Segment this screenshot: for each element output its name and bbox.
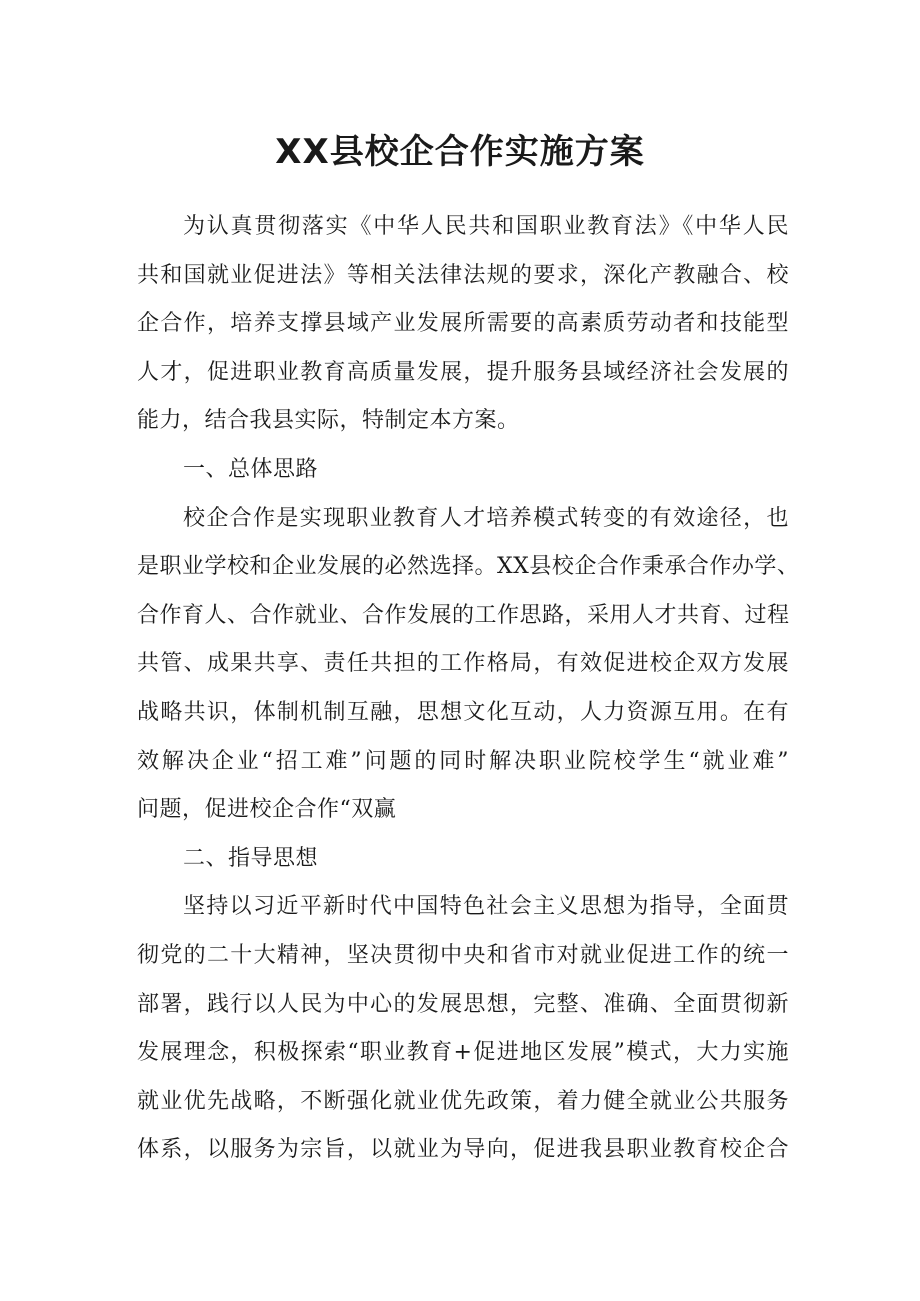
paragraph-ideology-line: 发展理念，积极探索“职业教育+促进地区发展”模式，大力实施 bbox=[137, 1040, 789, 1066]
paragraph-approach-line: 问题，促进校企合作“双赢 bbox=[137, 797, 397, 823]
document-body bbox=[137, 203, 800, 1175]
paragraph-approach-line: 共管、成果共享、责任共担的工作格局，有效促进校企双方发展 bbox=[137, 651, 789, 677]
section-heading-overall-approach: 一、总体思路 bbox=[183, 456, 319, 482]
paragraph-approach-line: 效解决企业“招工难”问题的同时解决职业院校学生“就业难” bbox=[137, 748, 789, 774]
paragraph-approach-line: 合作育人、合作就业、合作发展的工作思路，采用人才共育、过程 bbox=[137, 602, 790, 628]
paragraph-ideology-line: 就业优先战略，不断强化就业优先政策，着力健全就业公共服务 bbox=[137, 1088, 789, 1114]
paragraph-intro-line: 企合作，培养支撑县域产业发展所需要的高素质劳动者和技能型 bbox=[137, 311, 789, 337]
paragraph-approach-line: 校企合作是实现职业教育人才培养模式转变的有效途径，也 bbox=[183, 505, 789, 531]
paragraph-ideology-line: 体系，以服务为宗旨，以就业为导向，促进我县职业教育校企合 bbox=[137, 1137, 789, 1163]
paragraph-approach-line: 战略共识，体制机制互融，思想文化互动，人力资源互用。在有 bbox=[137, 699, 789, 725]
document-title: XX县校企合作实施方案 bbox=[275, 132, 645, 172]
paragraph-ideology-line: 部署，践行以人民为中心的发展思想，完整、准确、全面贯彻新 bbox=[137, 991, 789, 1017]
paragraph-intro-line: 为认真贯彻落实《中华人民共和国职业教育法》《中华人民 bbox=[183, 214, 789, 239]
paragraph-intro-line: 共和国就业促进法》等相关法律法规的要求，深化产教融合、校 bbox=[137, 262, 789, 288]
paragraph-ideology-line: 彻党的二十大精神，坚决贯彻中央和省市对就业促进工作的统一 bbox=[137, 942, 789, 968]
paragraph-intro-line: 人才，促进职业教育高质量发展，提升服务县域经济社会发展的 bbox=[137, 359, 789, 385]
paragraph-intro-line: 能力，结合我县实际，特制定本方案。 bbox=[137, 408, 520, 434]
section-heading-guiding-ideology: 二、指导思想 bbox=[183, 845, 319, 871]
paragraph-ideology-line: 坚持以习近平新时代中国特色社会主义思想为指导，全面贯 bbox=[183, 894, 789, 920]
paragraph-approach-line: 是职业学校和企业发展的必然选择。XX县校企合作秉承合作办学、 bbox=[137, 554, 800, 580]
